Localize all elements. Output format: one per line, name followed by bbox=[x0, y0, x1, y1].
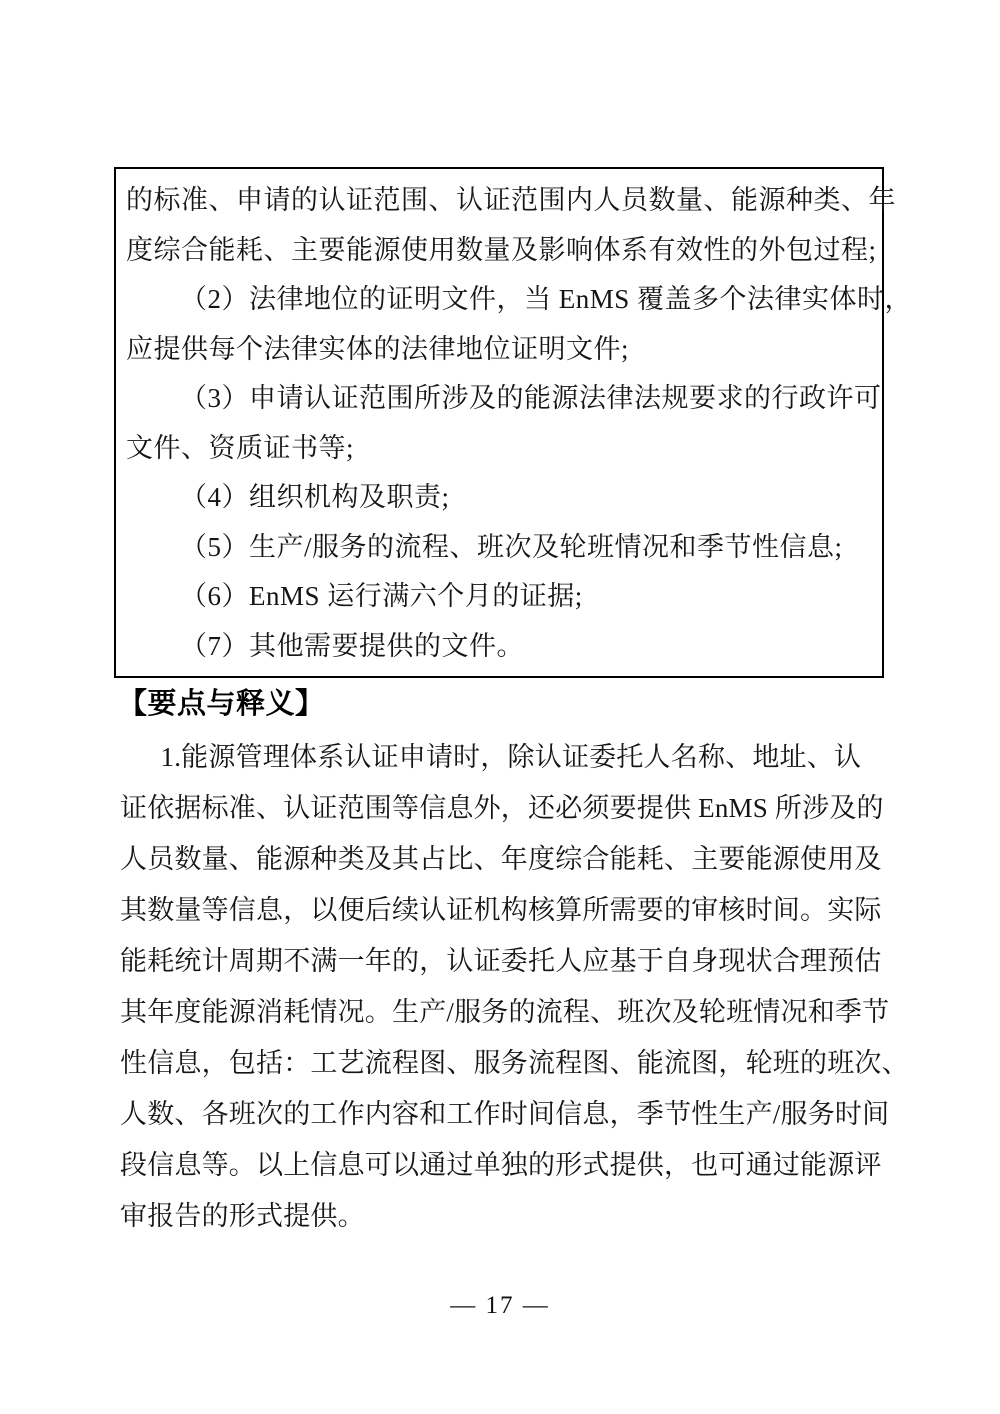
box-line: 文件、资质证书等; bbox=[126, 432, 355, 463]
paragraph-line: 证依据标准、认证范围等信息外，还必须要提供 EnMS 所涉及的 bbox=[120, 793, 884, 823]
box-line: 的标准、申请的认证范围、认证范围内人员数量、能源种类、年 bbox=[126, 185, 896, 215]
box-line: （5）生产/服务的流程、班次及轮班情况和季节性信息; bbox=[180, 531, 843, 562]
box-line: （4）组织机构及职责; bbox=[180, 482, 450, 512]
explanation-paragraph bbox=[120, 732, 909, 1242]
paragraph-line: 审报告的形式提供。 bbox=[120, 1201, 365, 1231]
requirements-box bbox=[114, 167, 913, 678]
paragraph-line: 其数量等信息，以便后续认证机构核算所需要的审核时间。实际 bbox=[120, 895, 882, 925]
box-line: （2）法律地位的证明文件，当 EnMS 覆盖多个法律实体时， bbox=[180, 284, 913, 314]
paragraph-line: 其年度能源消耗情况。生产/服务的流程、班次及轮班情况和季节 bbox=[120, 997, 890, 1027]
box-line: （3）申请认证范围所涉及的能源法律法规要求的行政许可 bbox=[180, 383, 882, 413]
box-line: （7）其他需要提供的文件。 bbox=[180, 630, 524, 661]
paragraph-line: 1.能源管理体系认证申请时，除认证委托人名称、地址、认 bbox=[160, 742, 862, 772]
page-number: — 17 — bbox=[450, 1292, 550, 1319]
section-heading: 【要点与释义】 bbox=[118, 688, 325, 720]
paragraph-line: 性信息，包括：工艺流程图、服务流程图、能流图，轮班的班次、 bbox=[120, 1048, 909, 1078]
paragraph-line: 人数、各班次的工作内容和工作时间信息，季节性生产/服务时间 bbox=[120, 1099, 890, 1129]
box-line: （6）EnMS 运行满六个月的证据; bbox=[180, 581, 583, 611]
paragraph-line: 能耗统计周期不满一年的，认证委托人应基于自身现状合理预估 bbox=[120, 946, 882, 976]
box-line: 应提供每个法律实体的法律地位证明文件; bbox=[126, 333, 630, 364]
box-line: 度综合能耗、主要能源使用数量及影响体系有效性的外包过程; bbox=[126, 234, 877, 265]
paragraph-line: 人员数量、能源种类及其占比、年度综合能耗、主要能源使用及 bbox=[120, 844, 882, 874]
paragraph-line: 段信息等。以上信息可以通过单独的形式提供，也可通过能源评 bbox=[120, 1150, 882, 1180]
